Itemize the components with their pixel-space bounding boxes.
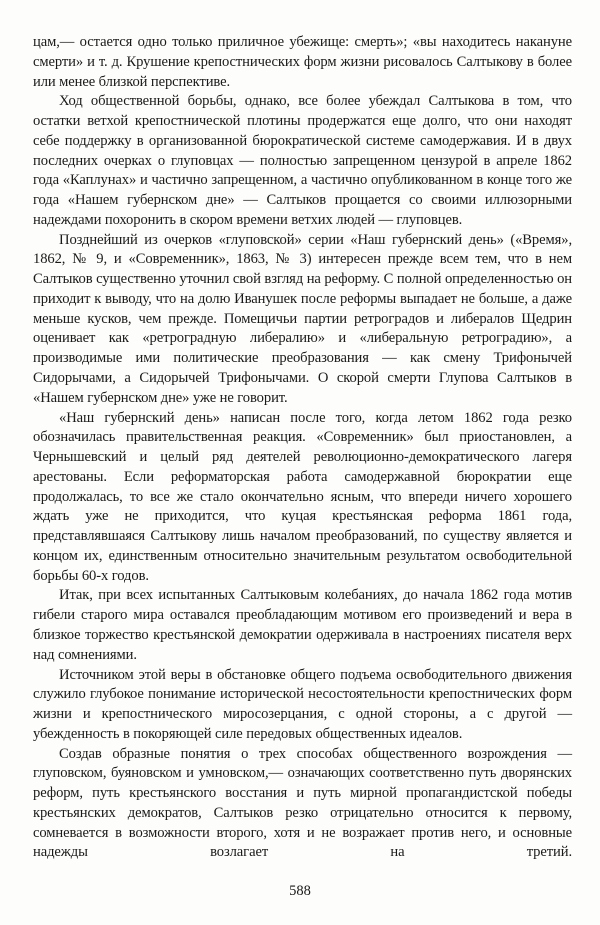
paragraph-7: Создав образные понятия о трех способах общественного возрождения — глуповском, буяновском и умновском,— означающих соответственно путь дворянских реформ, путь крестьянского восстания и путь мирной пропагандистской победы крестьянских демократов, Салтыков резко отрицательно относится к первому, сомневается в возможности второго, хотя и не возражает против него, и основные надежды возлагает на третий.	[33, 745, 572, 861]
paragraph-3: Позднейший из очерков «глуповской» серии «Наш губернский день» («Время», 1862, № 9, и «Современник», 1863, № 3) интересен прежде всем тем, что в нем Салтыков существенно уточнил свой взгляд на реформу. С полной определенностью он приходит к выводу, что на долю Иванушек после реформы выпадает не больше, а даже меньше кусков, чем прежде. Помещичьи партии ретроградов и либералов Щедрин оценивает как «ретроградную либералию» и «либеральную ретроградию», а производимые ими политические преобразования — как смену Трифонычей Сидорычами, а Сидорычей Трифонычами. О скорой смерти Глупова Салтыков в «Нашем губернском дне» уже не говорит.	[33, 231, 572, 406]
paragraph-2: Ход общественной борьбы, однако, все более убеждал Салтыкова в том, что остатки ветхой крепостнической плотины продержатся еще долго, что они находят себе поддержку в организованной бюрократической системе самодержавия. И в двух последних очерках о глуповцах — полностью запрещенном цензурой в апреле 1862 года «Каплунах» и частично запрещенном, а частично опубликованном в конце того же года «Нашем губернском дне» — Салтыков прощается со своими иллюзорными надеждами похоронить в скором времени ветхих людей — глуповцев.	[33, 93, 572, 228]
paragraph-4: «Наш губернский день» написан после того, когда летом 1862 года резко обозначилась правительственная реакция. «Современник» был приостановлен, а Чернышевский и целый ряд деятелей революционно-демократического лагеря арестованы. Если реформаторская работа самодержавной бюрократии еще продолжалась, то все же стало окончательно ясным, что впереди ничего хорошего ждать уже не приходится, что куцая крестьянская реформа 1861 года, представлявшаяся Салтыкову лишь началом преобразований, по существу является и концом их, единственным относительно значительным результатом освободительной борьбы 60-х годов.	[33, 409, 572, 584]
page-number: 588	[289, 883, 311, 899]
paragraph-6: Источником этой веры в обстановке общего подъема освободительного движения служило глубокое понимание исторической несостоятельности крепостнических форм жизни и крепостнического миросозерцания, с одной стороны, а с другой — убежденность в покоряющей силе передовых общественных идеалов.	[33, 666, 572, 742]
paragraph-1: цам,— остается одно только приличное убежище: смерть»; «вы находитесь накануне смерти» и т. д. Крушение крепостнических форм жизни рисовалось Салтыкову в более или менее близкой перспективе.	[33, 34, 572, 90]
paragraph-5: Итак, при всех испытанных Салтыковым колебаниях, до начала 1862 года мотив гибели старого мира оставался преобладающим мотивом его произведений и вера в близкое торжество крестьянской демократии одерживала в настроениях писателя верх над сомнениями.	[33, 587, 572, 663]
body-text	[33, 33, 572, 863]
